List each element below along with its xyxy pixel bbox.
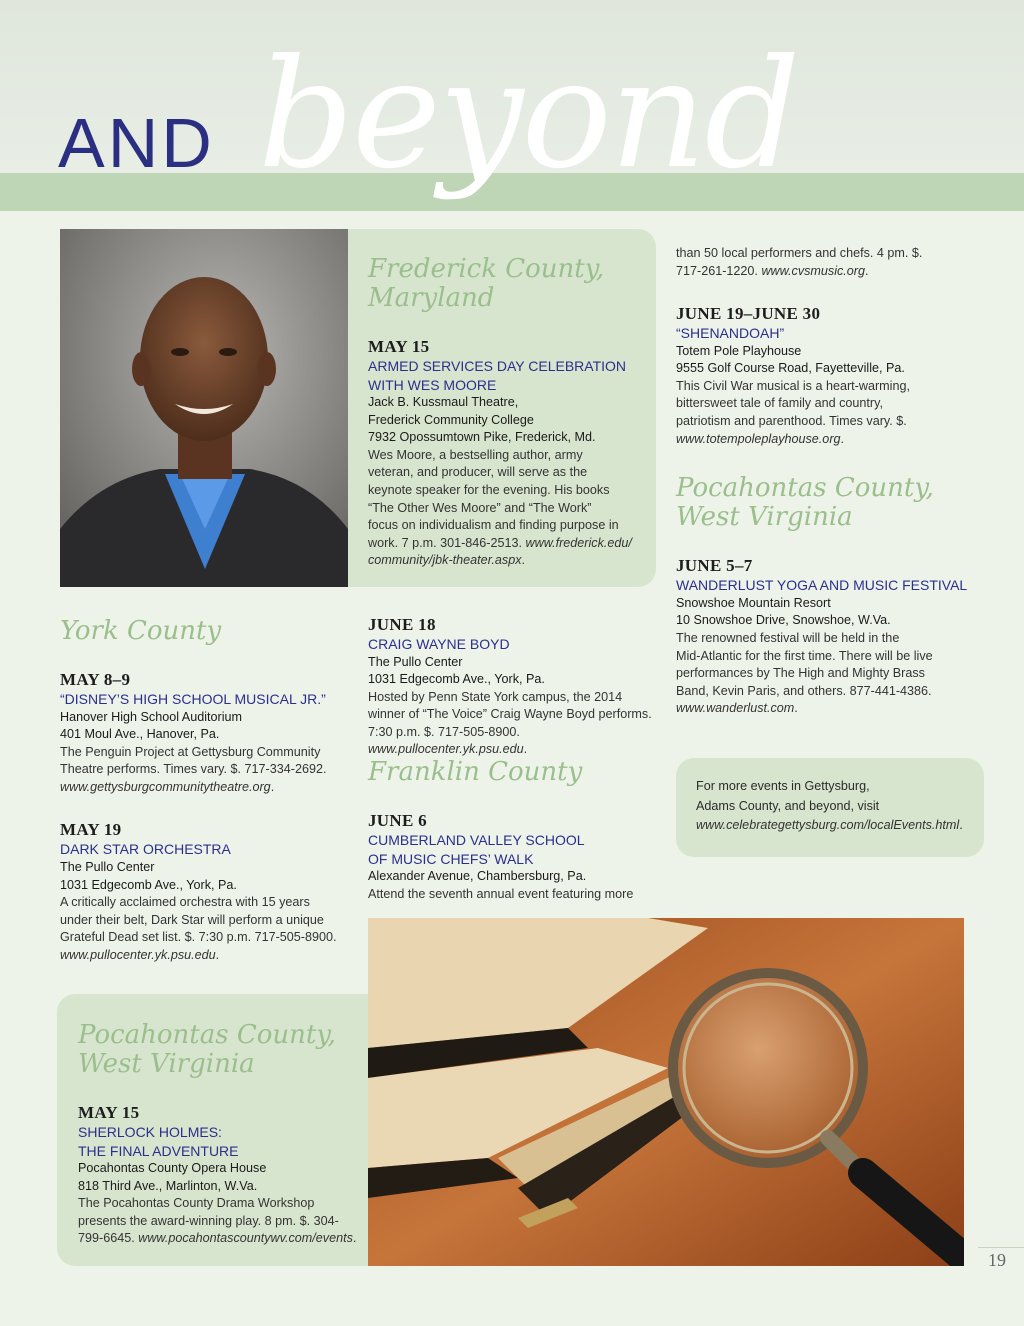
- event-description: Attend the seventh annual event featuring more: [368, 886, 634, 901]
- event-title: “SHENANDOAH”: [676, 325, 785, 342]
- event-address: 7932 Opossumtown Pike, Frederick, Md.: [368, 430, 596, 445]
- event-venue: Totem Pole Playhouse 9555 Golf Course Road, Fayetteville, Pa.: [676, 343, 905, 376]
- column-three: [676, 245, 976, 718]
- event-date: JUNE 6: [368, 811, 427, 830]
- event-link[interactable]: www.pullocenter.yk.psu.edu: [368, 742, 524, 757]
- event-title: ARMED SERVICES DAY CELEBRATION WITH WES MOORE: [368, 358, 627, 393]
- york-event-boyd: [368, 615, 664, 759]
- event-link[interactable]: www.pocahontascountywv.com/events: [138, 1231, 353, 1246]
- title-and: AND: [58, 104, 215, 182]
- event-venue: Hanover High School Auditorium 401 Moul Ave., Hanover, Pa.: [60, 709, 243, 742]
- continued-description: than 50 local performers and chefs. 4 pm. $. 717-261-1220. www.cvsmusic.org.: [676, 246, 923, 278]
- event-link[interactable]: www.wanderlust.com: [676, 701, 795, 716]
- region-title: York County: [60, 616, 222, 646]
- event-venue: Snowshoe Mountain Resort 10 Snowshoe Drive, Snowshoe, W.Va.: [676, 595, 891, 628]
- event-title: WANDERLUST YOGA AND MUSIC FESTIVAL: [676, 577, 968, 594]
- event-description: Hosted by Penn State York campus, the 2014 winner of “The Voice” Craig Wayne Boyd performs. 7:30 p.m. $. 717-505-8900. www.pullocenter.yk.psu.edu.: [368, 689, 652, 757]
- event-description: A critically acclaimed orchestra with 15 years under their belt, Dark Star will perform a unique Grateful Dead set list. $. 7:30 p.m. 717-505-8900. www.pullocenter.yk.psu.edu.: [60, 895, 337, 962]
- region-title: Pocahontas County, West Virginia: [78, 1020, 336, 1079]
- event-venue: Pocahontas County Opera House 818 Third Ave., Marlinton, W.Va.: [78, 1161, 267, 1193]
- event-date: JUNE 18: [368, 615, 436, 634]
- event-description: This Civil War musical is a heart-warming, bittersweet tale of family and country, patriotism and parenthood. Times vary. $. www.totempoleplayhouse.org.: [676, 378, 910, 446]
- event-date: JUNE 19–JUNE 30: [676, 304, 821, 324]
- event-title: DARK STAR ORCHESTRA: [60, 841, 231, 858]
- title-beyond: beyond: [258, 28, 799, 202]
- event-venue: Alexander Avenue, Chambersburg, Pa.: [368, 869, 587, 883]
- event-date: JUNE 5–7: [676, 556, 753, 576]
- event-address: 9555 Golf Course Road, Fayetteville, Pa.: [676, 361, 905, 376]
- event-title: SHERLOCK HOLMES: THE FINAL ADVENTURE: [78, 1124, 239, 1159]
- event-address: 1031 Edgecomb Ave., York, Pa.: [60, 877, 237, 892]
- event-date: MAY 8–9: [60, 670, 131, 689]
- event-address: 401 Moul Ave., Hanover, Pa.: [60, 727, 220, 742]
- event-venue: Jack B. Kussmaul Theatre, Frederick Community College 7932 Opossumtown Pike, Frederick, Md.: [368, 395, 596, 445]
- event-link[interactable]: www.totempoleplayhouse.org: [676, 431, 841, 446]
- pocahontas-section: [78, 1021, 378, 1248]
- event-link[interactable]: community/jbk-theater.aspx: [368, 553, 522, 568]
- region-title: Pocahontas County, West Virginia: [676, 473, 934, 533]
- more-events-note: For more events in Gettysburg, Adams County, and beyond, visit www.celebrategettysburg.com/localEvents.html.: [696, 779, 963, 832]
- portrait-photo: [60, 229, 348, 587]
- event-address: 818 Third Ave., Marlinton, W.Va.: [78, 1178, 258, 1193]
- event-description: The renowned festival will be held in the Mid-Atlantic for the first time. There will be live performances by The High and Mighty Brass Band, Kevin Paris, and others. 877-441-4386. www.wanderlust.com.: [676, 630, 933, 716]
- event-title: CRAIG WAYNE BOYD: [368, 636, 510, 652]
- page-number: 19: [988, 1250, 1006, 1270]
- event-venue: The Pullo Center 1031 Edgecomb Ave., York, Pa.: [368, 654, 545, 687]
- event-link[interactable]: www.cvsmusic.org: [761, 263, 866, 278]
- event-description: Wes Moore, a bestselling author, army veteran, and producer, will serve as the keynote speaker for the evening. His books “The Other Wes Moore” and “The Work” focus on individualism and finding purpose in work. 7 p.m. 301-846-2513. www.frederick.edu/ community/jbk-theater.aspx.: [368, 447, 632, 568]
- region-line: Frederick County,: [368, 254, 605, 284]
- event-date: MAY 15: [78, 1103, 140, 1122]
- franklin-section: [368, 758, 664, 903]
- event-date: MAY 19: [60, 820, 122, 840]
- york-section: [60, 617, 350, 965]
- event-link[interactable]: www.gettysburgcommunitytheatre.org: [60, 779, 271, 794]
- event-date: MAY 15: [368, 337, 430, 356]
- event-title: “DISNEY’S HIGH SCHOOL MUSICAL JR.”: [60, 691, 326, 707]
- region-title: [368, 255, 653, 313]
- books-magnifier-photo: [368, 918, 964, 1266]
- event-venue: The Pullo Center 1031 Edgecomb Ave., York, Pa.: [60, 859, 237, 892]
- event-title: CUMBERLAND VALLEY SCHOOL OF MUSIC CHEFS’ WALK: [368, 832, 585, 867]
- more-events-link[interactable]: www.celebrategettysburg.com/localEvents.html: [696, 818, 960, 832]
- event-link[interactable]: www.frederick.edu/: [525, 535, 632, 550]
- event-description: The Pocahontas County Drama Workshop presents the award-winning play. 8 pm. $. 304- 799-6645. www.pocahontascountywv.com/events.: [78, 1196, 357, 1246]
- frederick-section: [368, 255, 653, 570]
- event-link[interactable]: www.pullocenter.yk.psu.edu: [60, 947, 216, 962]
- region-title: Franklin County: [368, 757, 583, 787]
- event-address: 1031 Edgecomb Ave., York, Pa.: [368, 672, 545, 687]
- event-address: 10 Snowshoe Drive, Snowshoe, W.Va.: [676, 613, 891, 628]
- event-description: The Penguin Project at Gettysburg Community Theatre performs. Times vary. $. 717-334-2692. www.gettysburgcommunitytheatre.org.: [60, 744, 327, 794]
- page-number-rule: [978, 1247, 1024, 1248]
- region-line: Maryland: [368, 283, 495, 313]
